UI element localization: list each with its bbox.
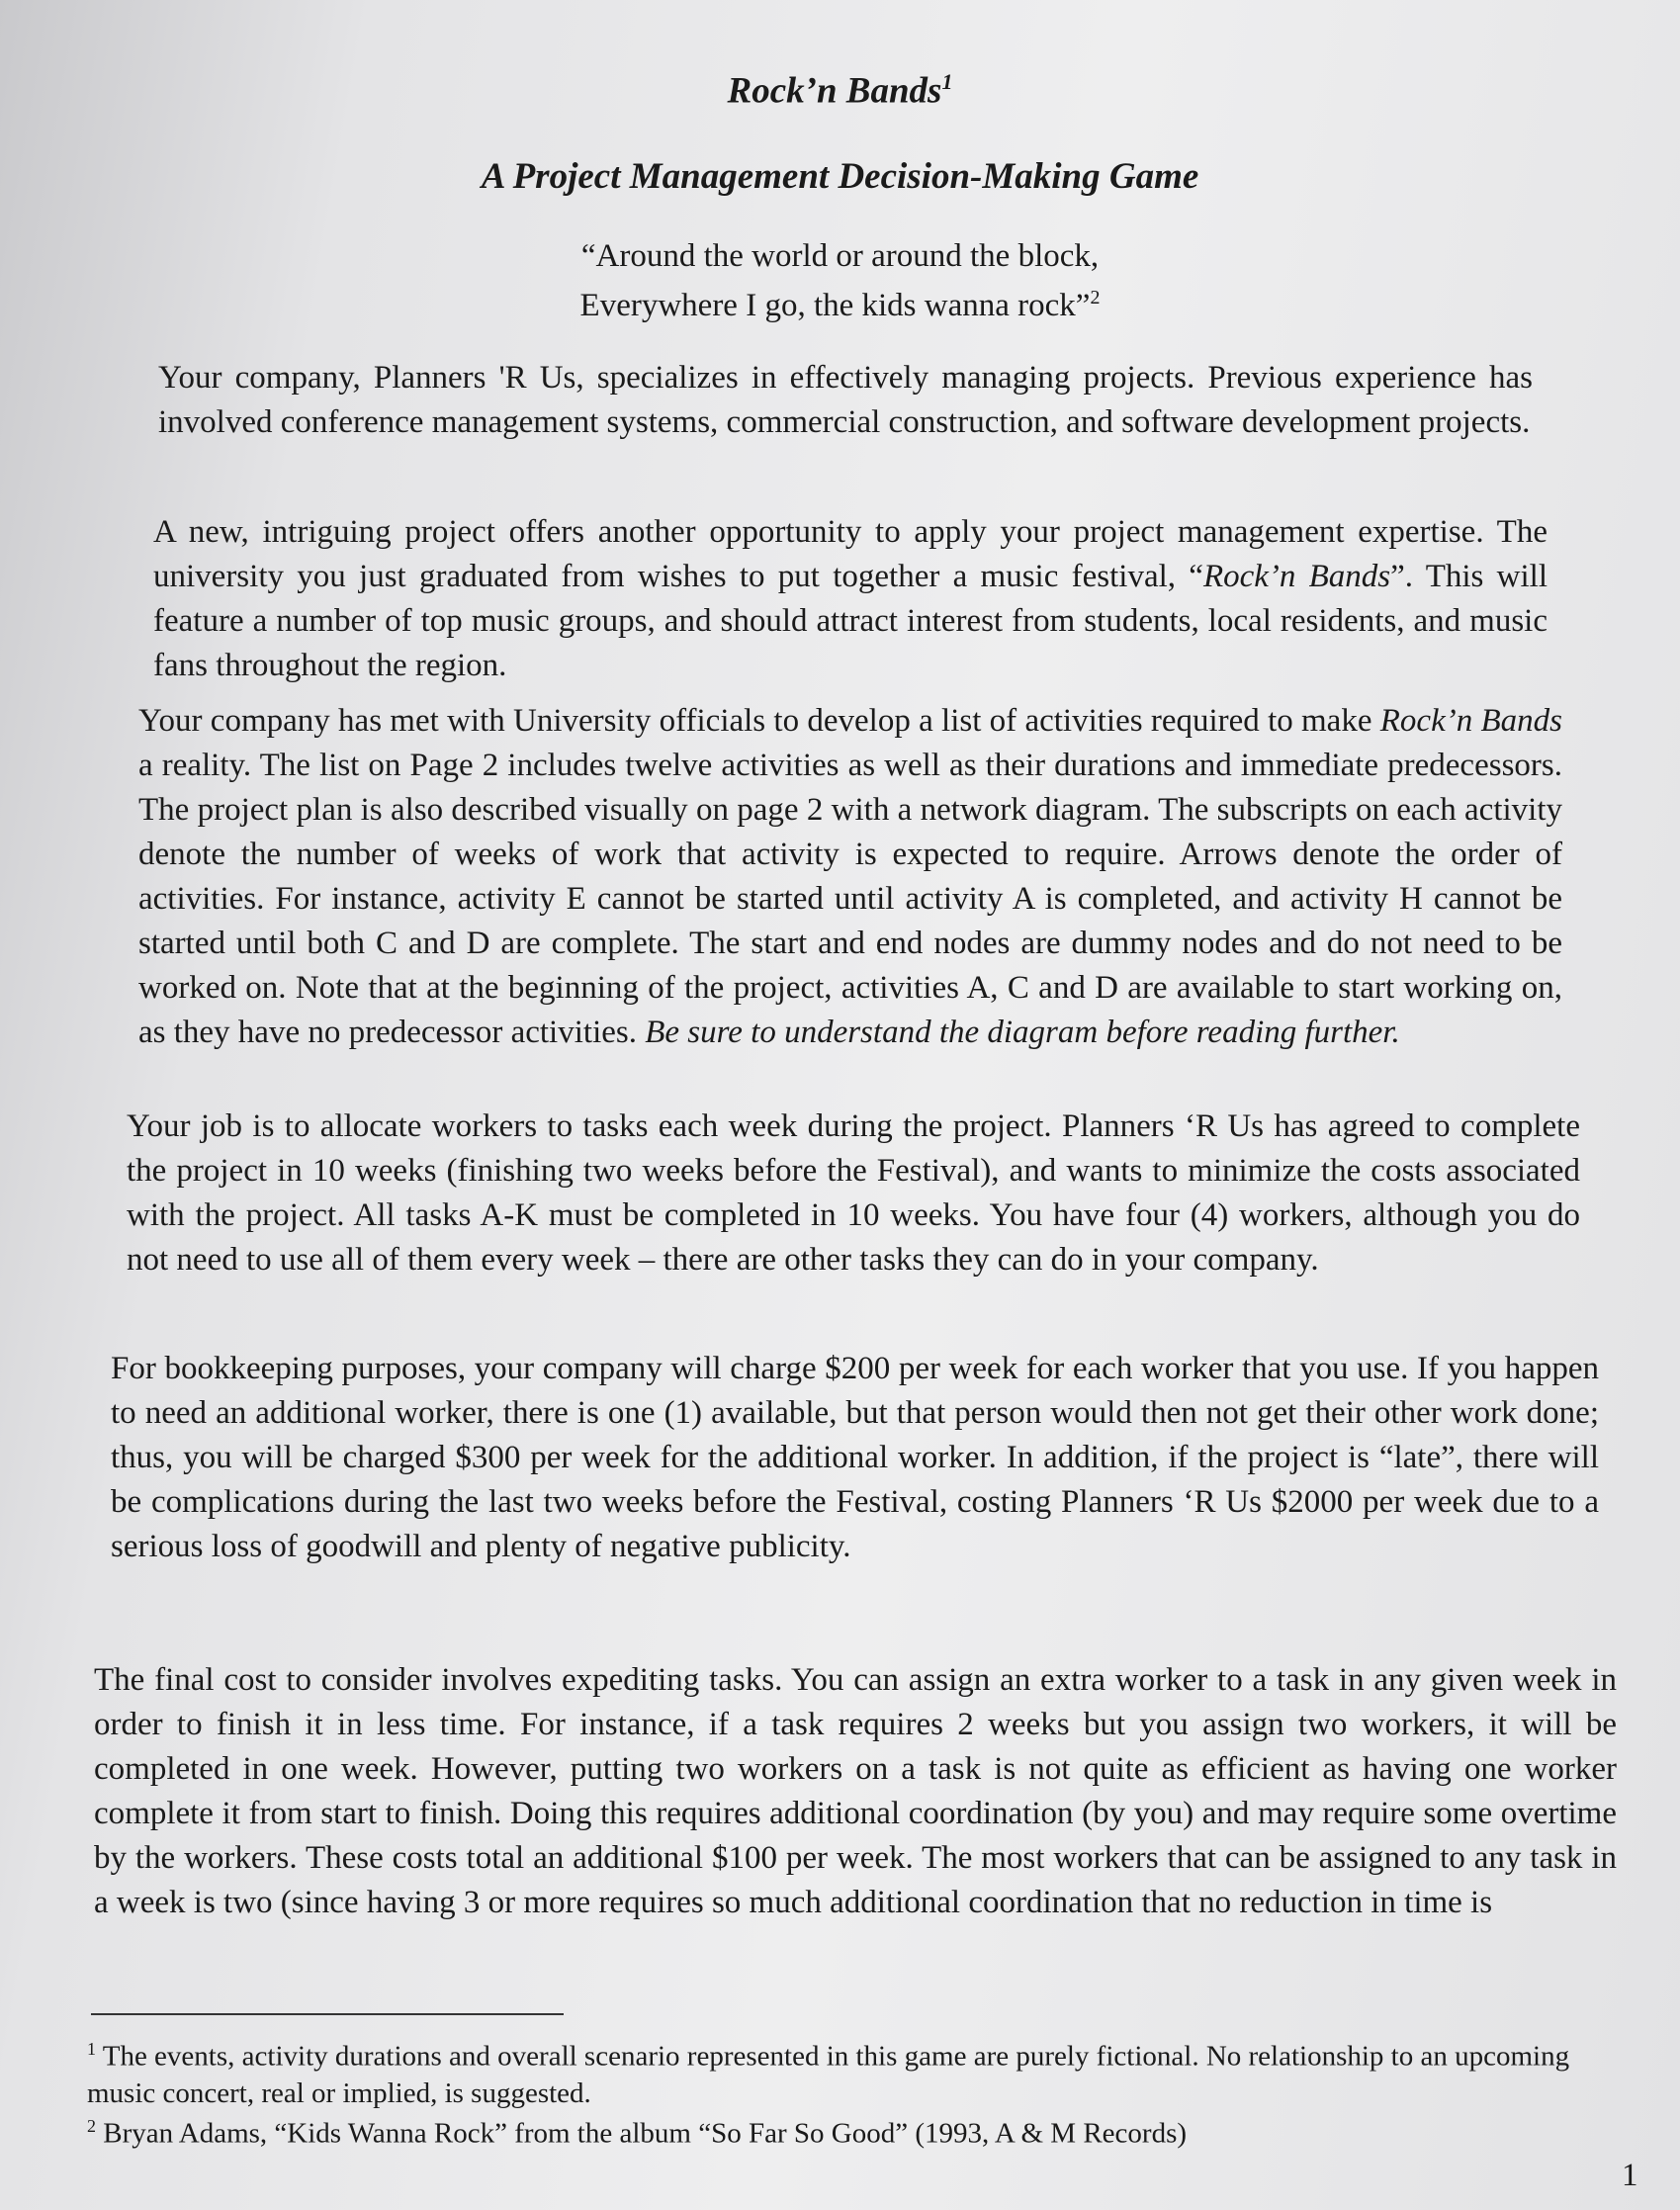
paragraph-project-intro	[153, 510, 1547, 688]
footnote-2	[87, 2108, 1630, 2153]
page-number: 1	[1622, 2158, 1638, 2193]
footnote-2-text: Bryan Adams, “Kids Wanna Rock” from the album “So Far So Good” (1993, A & M Records)	[96, 2117, 1188, 2150]
footnote-divider	[91, 2013, 564, 2015]
p3-text-b: a reality. The list on Page 2 includes twelve activities as well as their durations and immediate predecessors. The project plan is also described visually on page 2 with a network diagram. The subscripts on each activity denote the number of weeks of work that activity is expected to require. Arrows denote the order of activities. For instance, activity E cannot be started until activity A is completed, and activity H cannot be started until both C and D are complete. The start and end nodes are dummy nodes and do not need to be worked on. Note that at the beginning of the project, activities A, C and D are available to start working on, as they have no predecessor activities.	[138, 748, 1562, 1050]
quote-line-2	[0, 277, 1680, 326]
footnote-1-marker: 1	[87, 2039, 96, 2059]
p2-text-b: ”. This will feature a number of top music groups, and should attract interest from students, local residents, and music fans throughout the region.	[153, 559, 1548, 683]
p2-festival-name: Rock’n Bands	[1202, 559, 1391, 594]
p3-festival-name: Rock’n Bands	[1379, 703, 1562, 739]
epigraph-quote	[0, 235, 1680, 326]
footnote-1-text: The events, activity durations and overall scenario represented in this game are purely fictional. No relationship to an upcoming music concert, real or implied, is suggested.	[87, 2040, 1570, 2109]
p3-emphasis: Be sure to understand the diagram before reading further.	[645, 1015, 1400, 1050]
paragraph-bookkeeping: For bookkeeping purposes, your company will charge $200 per week for each worker that you use. If you happen to need an additional worker, there is one (1) available, but that person would then not get their other work done; thus, you will be charged $300 per week for the additional worker. In addition, if the project is “late”, there will be complications during the last two weeks before the Festival, costing Planners ‘R Us $2000 per week due to a serious loss of goodwill and plenty of negative publicity.	[111, 1351, 1599, 1564]
paragraph-activities	[138, 699, 1562, 1055]
page-subtitle: A Project Management Decision-Making Game	[481, 156, 1199, 197]
footnote-2-marker: 2	[87, 2116, 96, 2136]
page-title	[0, 69, 1680, 112]
p3-text-a: Your company has met with University officials to develop a list of activities required to make	[138, 703, 1380, 739]
footnote-1	[87, 2031, 1630, 2112]
quote-footnote-ref: 2	[1090, 287, 1101, 309]
paragraph-company-intro: Your company, Planners 'R Us, specializes in effectively managing projects. Previous experience has involved conference management systems, commercial construction, and software development projects.	[158, 360, 1533, 440]
title-footnote-ref: 1	[941, 69, 953, 94]
title-text: Rock’n Bands	[727, 70, 942, 112]
p2-text-a: A new, intriguing project offers another opportunity to apply your project management expertise. The university you just graduated from wishes to put together a music festival, “	[153, 514, 1547, 594]
quote-line-2-text: Everywhere I go, the kids wanna rock”	[579, 288, 1091, 323]
quote-line-1: “Around the world or around the block,	[580, 238, 1100, 274]
paragraph-job: Your job is to allocate workers to tasks each week during the project. Planners ‘R Us has agreed to complete the project in 10 weeks (finishing two weeks before the Festival), and wants to minimize the costs associated with the project. All tasks A-K must be completed in 10 weeks. You have four (4) workers, although you do not need to use all of them every week – there are other tasks they can do in your company.	[127, 1108, 1580, 1278]
paragraph-expediting: The final cost to consider involves expediting tasks. You can assign an extra worker to a task in any given week in order to finish it in less time. For instance, if a task requires 2 weeks but you assign two workers, it will be completed in one week. However, putting two workers on a task is not quite as efficient as having one worker complete it from start to finish. Doing this requires additional coordination (by you) and may require some overtime by the workers. These costs total an additional $100 per week. The most workers that can be assigned to any task in a week is two (since having 3 or more requires so much additional coordination that no reduction in time is	[94, 1662, 1617, 1920]
